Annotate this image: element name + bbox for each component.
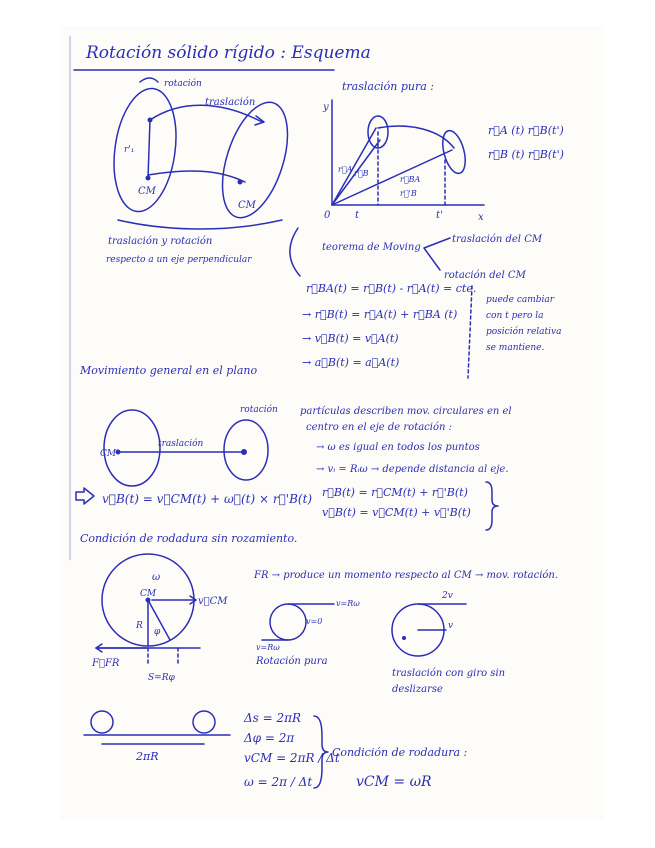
equation-2: → r⃗B(t) = r⃗A(t) + r⃗BA (t) [302, 308, 458, 321]
label-cm2: CM [238, 200, 256, 211]
note-4: → vᵢ = Rᵢω → depende distancia al eje. [316, 464, 509, 475]
trans-v: v [448, 621, 454, 631]
theorem-name: teorema de Moving [322, 242, 421, 253]
tick-t2: t' [436, 210, 443, 221]
label-r1: r'₁ [124, 145, 135, 155]
final-block [243, 711, 467, 790]
final-eq-2: Δφ = 2π [244, 731, 295, 745]
brace-curve [118, 220, 282, 229]
trans-contact [402, 636, 406, 640]
final-cond: Condición de rodadura : [332, 746, 468, 759]
section3-title: Condición de rodadura sin rozamiento. [80, 532, 298, 545]
caption-1: traslación y rotación [108, 236, 213, 247]
label-cm: CM [100, 449, 117, 459]
hollow-arrow [76, 488, 94, 504]
theorem-branch-1: traslación del CM [452, 234, 543, 245]
equations-list [302, 282, 562, 378]
label-cm1: CM [138, 186, 156, 197]
pure-translation-diagram [322, 80, 564, 223]
cm-point [116, 450, 121, 455]
rigid-body-diagram [106, 78, 300, 265]
pure-rot-caption: Rotación pura [256, 656, 328, 667]
side-eq-1: r⃗A (t) r⃗B(t') [488, 124, 564, 137]
trans-omega: 2v [442, 591, 453, 601]
body-b [439, 128, 470, 176]
roll-length: 2πR [136, 750, 159, 763]
side-note-3: posición relativa [486, 327, 562, 337]
rot-center [241, 449, 247, 455]
bracket-eq-2: v⃗B(t) = v⃗CM(t) + v⃗'B(t) [322, 506, 471, 519]
equation-3: → v⃗B(t) = v⃗A(t) [302, 332, 399, 345]
tick-t: t [355, 210, 360, 221]
trans-caption-1: traslación con giro sin [392, 668, 506, 679]
wheel-omega: ω [152, 572, 161, 583]
rotation-arc [140, 78, 158, 82]
bracket [486, 482, 498, 530]
theorem-arrow [290, 228, 300, 276]
rolling-section [80, 532, 558, 763]
roll-wheel-end [193, 711, 215, 733]
label-rotacion: rotación [164, 79, 202, 89]
side-note-2: con t pero la [486, 311, 544, 321]
roll-wheel-start [91, 711, 113, 733]
wheel-cm: CM [140, 589, 157, 599]
point-cm1 [146, 176, 151, 181]
origin-label: 0 [324, 210, 331, 221]
equation-1: r⃗BA(t) = r⃗B(t) - r⃗A(t) = cte. [306, 282, 477, 295]
trans-title: traslación pura : [342, 80, 434, 93]
pure-rot-bottom: v=Rω [256, 643, 280, 652]
main-equation: v⃗B(t) = v⃗CM(t) + ω⃗(t) × r⃗'B(t) [102, 492, 313, 506]
label-rotacion2: rotación [240, 405, 278, 415]
wheel-phi: φ [154, 627, 161, 637]
pure-rot-wheel [270, 604, 306, 640]
wheel-vcm: v⃗CM [198, 596, 228, 607]
theorem-branches [424, 238, 450, 270]
point-cm2 [238, 180, 243, 185]
theorem-block [290, 228, 543, 281]
note-3: → ω es igual en todos los puntos [316, 442, 480, 453]
bracket-eq-1: r⃗B(t) = r⃗CM(t) + r⃗'B(t) [322, 486, 468, 499]
point-a [148, 118, 153, 123]
side-note-1: puede cambiar [486, 295, 555, 305]
page-title: Rotación sólido rígido : Esquema [86, 43, 371, 63]
final-eq-3: vCM = 2πR / Δt [244, 751, 340, 765]
equation-4: → a⃗B(t) = a⃗A(t) [302, 356, 400, 369]
final-result: vCM = ωR [356, 774, 432, 790]
wheel-ffr: F⃗FR [92, 658, 120, 669]
label-rb: r⃗B [354, 169, 369, 178]
x-label: x [478, 212, 484, 223]
theorem-branch-2: rotación del CM [444, 270, 526, 281]
note-2: centro en el eje de rotación : [306, 422, 452, 433]
label-traslacion: traslación [205, 97, 256, 108]
side-note-4: se mantiene. [486, 343, 545, 353]
label-traslacion2: traslación [158, 439, 204, 449]
body-cm [104, 410, 160, 486]
path-arrow-bottom [148, 171, 245, 182]
caption-2: respecto a un eje perpendicular [106, 255, 252, 265]
side-eq-2: r⃗B (t) r⃗B(t') [488, 148, 564, 161]
label-rb2: r⃗'B [400, 189, 417, 198]
general-motion-section [76, 364, 512, 530]
final-eq-1: Δs = 2πR [244, 711, 302, 725]
fr-note: FR → produce un momento respecto al CM → mov. rotación. [254, 570, 559, 581]
trans-caption-2: deslizarse [392, 684, 443, 695]
pure-rot-v: v=Rω [336, 599, 360, 608]
vector-r1 [148, 120, 150, 178]
wheel-s: S=Rφ [148, 673, 175, 683]
label-ra: r⃗A [338, 165, 353, 174]
wheel-r: R [136, 621, 143, 631]
note-divider [468, 286, 472, 378]
final-eq-4: ω = 2π / Δt [244, 775, 313, 789]
y-label: y [323, 102, 329, 113]
section2-title: Movimiento general en el plano [80, 364, 258, 377]
vec-rb2 [332, 150, 452, 205]
pure-rot-v0: v=0 [306, 617, 323, 626]
label-rba: r⃗BA [400, 175, 421, 184]
note-1: partículas describen mov. circulares en el [300, 406, 512, 417]
